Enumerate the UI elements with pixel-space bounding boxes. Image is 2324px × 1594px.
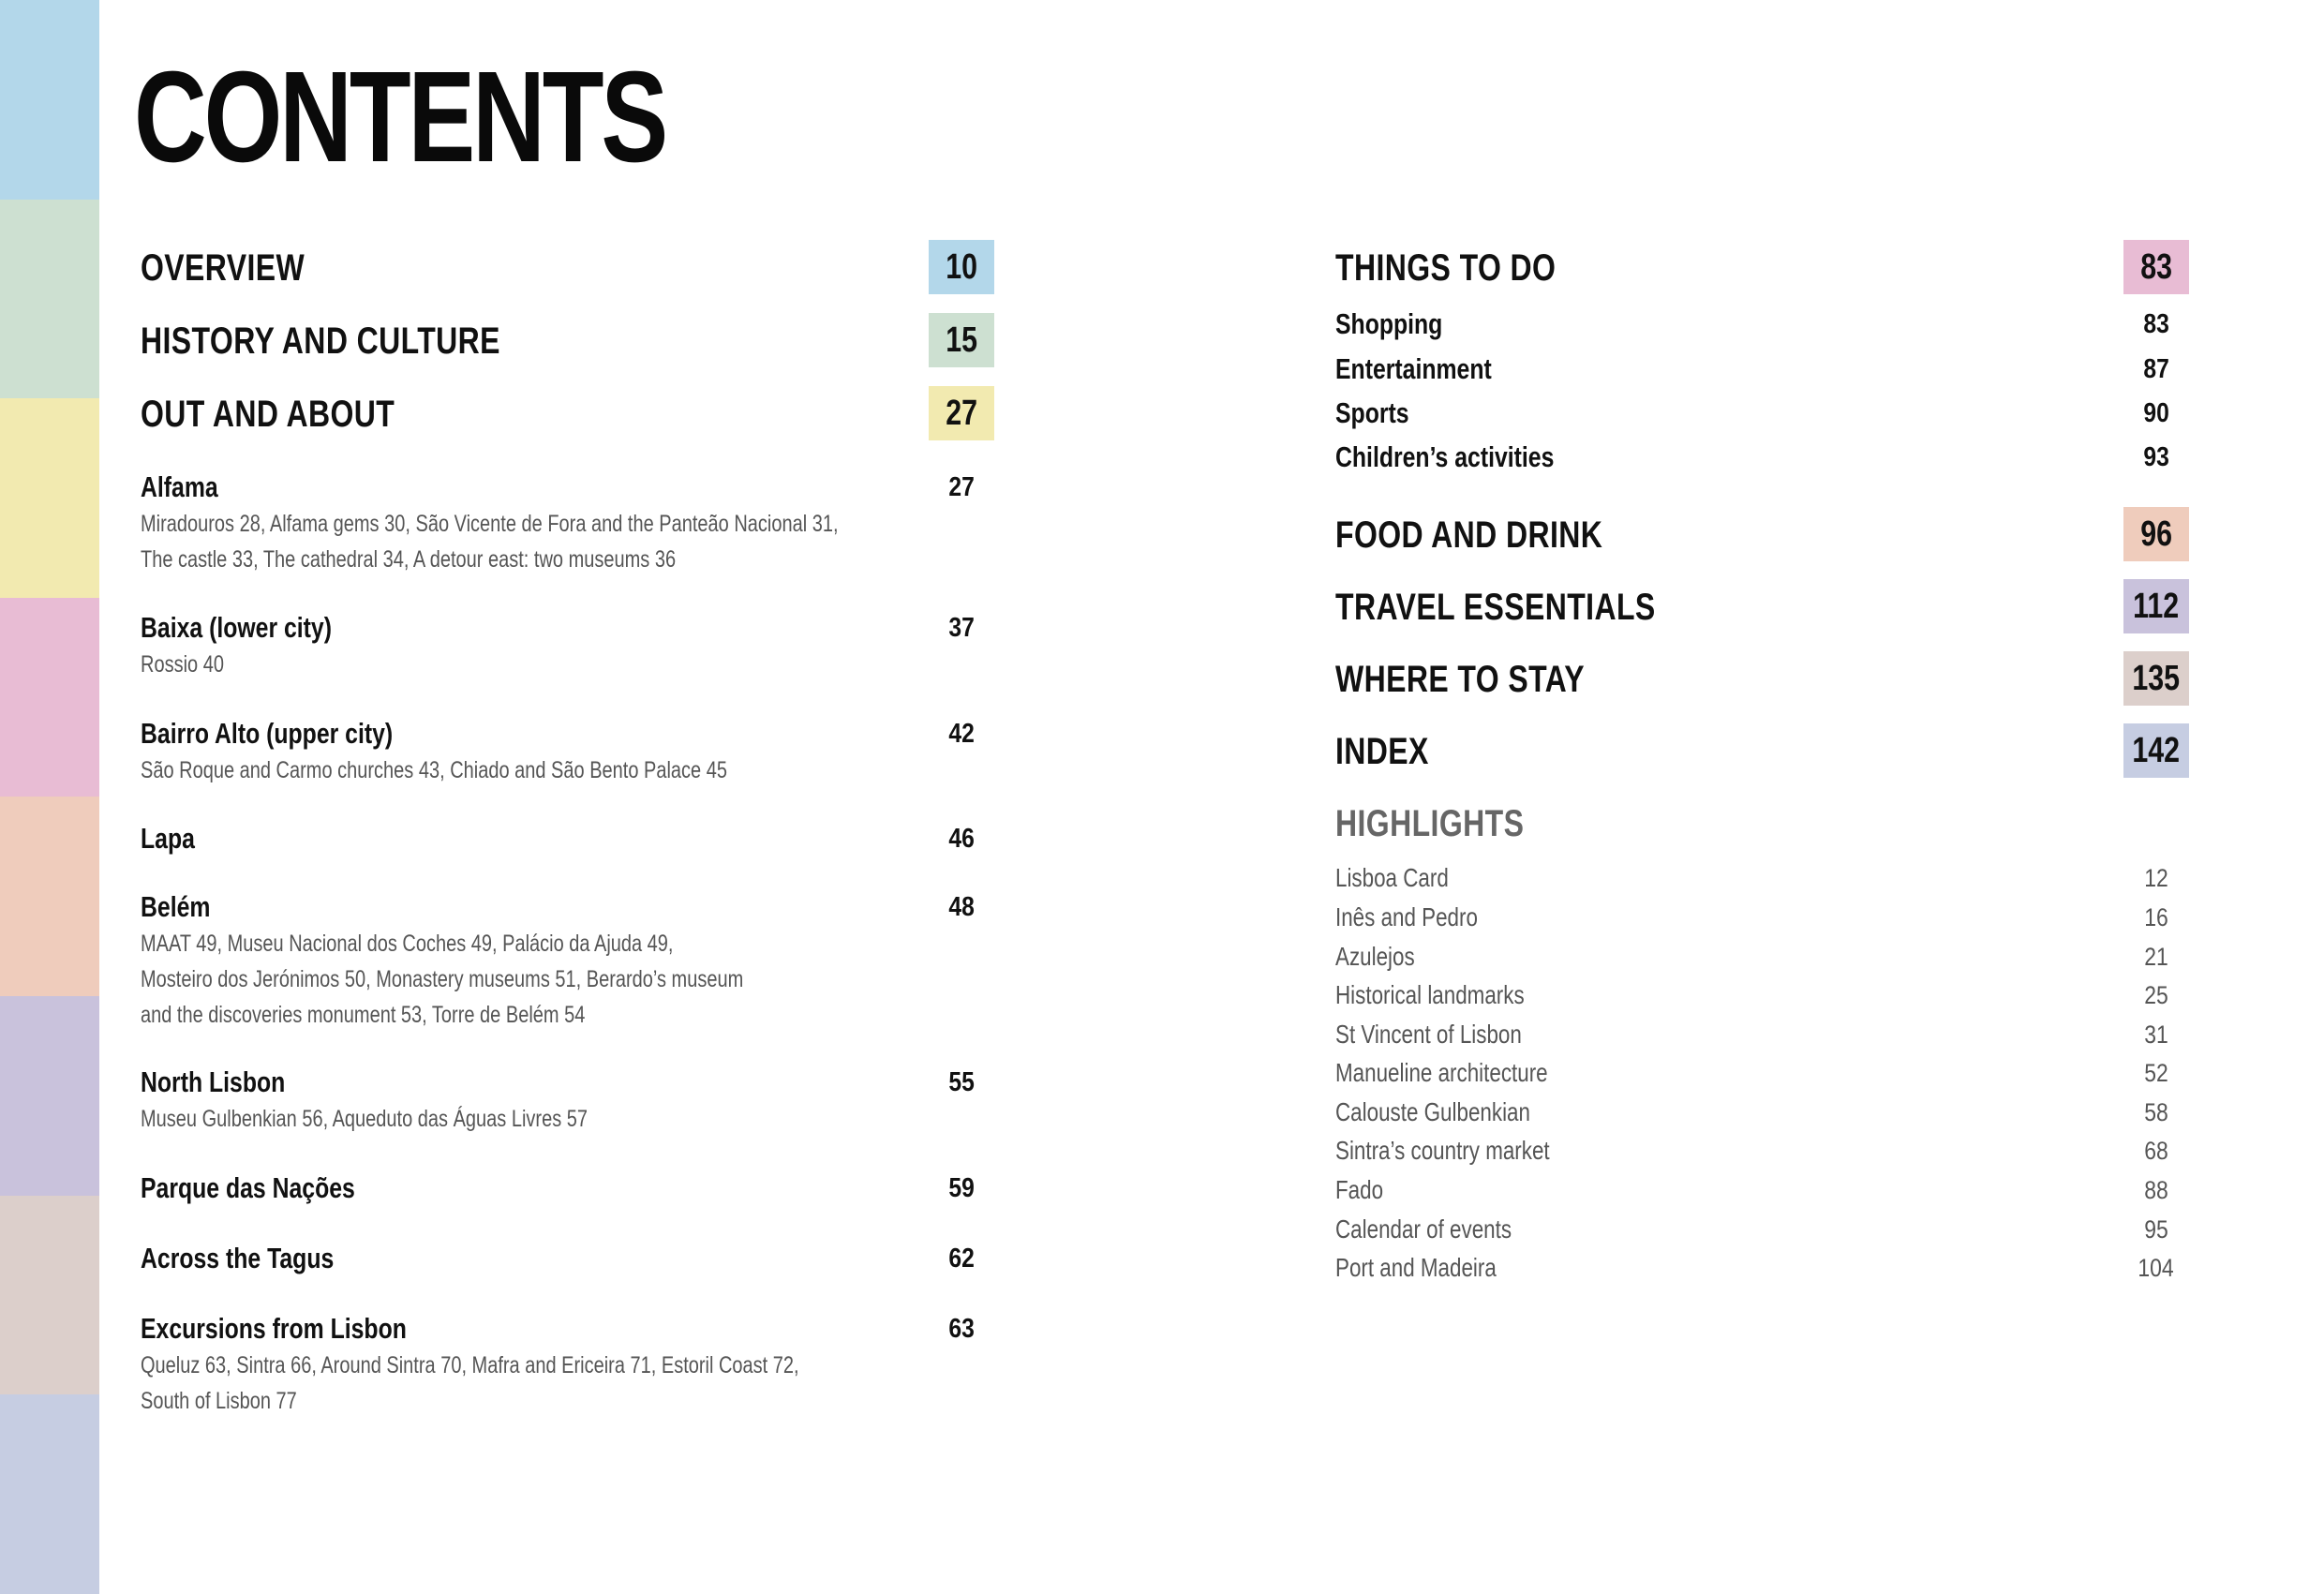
page-number: 96 [2140,514,2172,554]
highlight-page [2123,1132,2189,1174]
entry-title: Parque das Nações [141,1171,355,1204]
entry-page [929,607,994,653]
page-number: 59 [948,1173,975,1203]
strip-swatch [0,0,99,200]
page-number: 46 [948,824,975,854]
page-number: 27 [948,472,975,502]
entry-page [929,886,994,932]
description-line: Museu Gulbenkian 56, Aqueduto das Águas Livres 57 [141,1106,588,1132]
entry-page [2123,437,2189,483]
description-line: and the discoveries monument 53, Torre de Belém 54 [141,1002,586,1028]
highlights-title [1335,797,1572,850]
entry-description [141,1101,699,1140]
strip-swatch [0,1196,99,1395]
page-number: 87 [2143,354,2169,384]
page-number: 112 [2133,586,2180,626]
page-number: 12 [2144,864,2168,892]
highlight-label: Calouste Gulbenkian [1335,1097,1530,1126]
toc-entry-baixa[interactable] [141,607,380,648]
page-number: 63 [948,1314,975,1344]
page-number: 16 [2144,903,2168,931]
strip-swatch [0,200,99,399]
page-number: 135 [2132,658,2181,698]
page-number: 27 [946,393,977,433]
toc-section-overview[interactable] [141,242,346,294]
page-number: 25 [2144,981,2168,1009]
highlight-label: Calendar of events [1335,1214,1512,1244]
page-number: 83 [2140,246,2172,287]
highlight-page [2123,1171,2189,1214]
highlight-label: St Vincent of Lisbon [1335,1020,1522,1049]
entry-description [141,506,1013,545]
page-title: CONTENTS [134,45,666,189]
entry-description [141,1383,336,1423]
highlight-item[interactable] [1335,938,1435,980]
entry-description [141,1348,963,1387]
toc-section-out-and-about[interactable] [141,388,458,440]
toc-entry-bairro-alto[interactable] [141,713,455,754]
entry-title: North Lisbon [141,1065,286,1098]
entry-title: Alfama [141,470,218,503]
page-number: 95 [2144,1215,2168,1244]
highlight-label: Manueline architecture [1335,1058,1548,1087]
toc-entry-parque-das-nacoes[interactable] [141,1168,409,1209]
entry-title: Children’s activities [1335,440,1555,473]
highlight-label: Historical landmarks [1335,980,1525,1009]
page-number: 10 [946,246,977,287]
highlight-label: Sintra’s country market [1335,1136,1550,1165]
entry-page [929,1062,994,1108]
section-title: FOOD AND DRINK [1335,514,1603,556]
section-title: OUT AND ABOUT [141,394,395,435]
page-number: 52 [2144,1059,2168,1087]
highlight-label: Azulejos [1335,942,1415,971]
strip-swatch [0,797,99,996]
highlight-page [2123,976,2189,1019]
entry-description [141,647,245,686]
toc-entry-across-the-tagus[interactable] [141,1238,382,1279]
highlight-item[interactable] [1335,1016,1569,1058]
strip-swatch [0,1394,99,1594]
description-line: Queluz 63, Sintra 66, Around Sintra 70, Mafra and Ericeira 71, Estoril Coast 72, [141,1352,799,1378]
entry-description [141,542,810,581]
entry-description [141,926,807,965]
highlight-item[interactable] [1335,1249,1537,1291]
highlight-label: Inês and Pedro [1335,902,1478,931]
entry-title: Lapa [141,822,195,855]
entry-title: Sports [1335,396,1409,429]
page-number: 90 [2143,398,2169,428]
entry-page [929,713,994,759]
highlight-page [2123,1211,2189,1253]
highlight-label: Port and Madeira [1335,1253,1497,1282]
entry-title: Shopping [1335,307,1443,340]
highlight-page [2123,938,2189,980]
section-title: TRAVEL ESSENTIALS [1335,587,1656,628]
highlight-item[interactable] [1335,899,1513,941]
entry-page [2123,349,2189,395]
entry-title: Baixa (lower city) [141,611,332,644]
entry-title: Entertainment [1335,352,1492,385]
entry-description [141,752,873,792]
entry-title: Belém [141,890,211,923]
highlight-page [2123,1249,2189,1291]
page-number: 142 [2132,730,2181,770]
description-line: The castle 33, The cathedral 34, A detour east: two museums 36 [141,546,677,573]
toc-entry-north-lisbon[interactable] [141,1062,321,1103]
toc-entry-childrens-activities[interactable] [1335,437,1609,478]
section-title: THINGS TO DO [1335,247,1557,289]
toc-section-index[interactable] [1335,725,1452,778]
entry-description [141,961,894,1001]
highlight-item[interactable] [1335,1171,1395,1214]
entry-title: Excursions from Lisbon [141,1312,407,1345]
page-number: 15 [946,320,977,360]
highlight-page [2123,899,2189,941]
highlight-item[interactable] [1335,1094,1579,1136]
page-number: 31 [2144,1020,2168,1049]
toc-entry-alfama[interactable] [141,467,237,508]
section-title: HIGHLIGHTS [1335,803,1525,844]
highlight-item[interactable] [1335,1132,1603,1174]
description-line: Rossio 40 [141,651,224,678]
toc-section-travel-essentials[interactable] [1335,581,1736,633]
highlight-label: Fado [1335,1175,1384,1204]
toc-entry-lapa[interactable] [141,818,208,859]
entry-description [141,997,696,1036]
highlight-page [2123,1054,2189,1096]
highlight-page [2123,1016,2189,1058]
entry-title: Bairro Alto (upper city) [141,717,394,750]
section-title: HISTORY AND CULTURE [141,320,500,362]
page-number-box[interactable] [2123,651,2189,706]
strip-swatch [0,598,99,797]
toc-entry-sports[interactable] [1335,393,1427,434]
toc-entry-excursions[interactable] [141,1308,473,1349]
section-title: WHERE TO STAY [1335,659,1585,700]
entry-page [929,1238,994,1284]
page-number: 93 [2143,442,2169,472]
page-number: 88 [2144,1176,2168,1204]
description-line: Miradouros 28, Alfama gems 30, São Vicente de Fora and the Panteão Nacional 31, [141,511,839,537]
entry-page [2123,393,2189,439]
toc-section-things-to-do[interactable] [1335,242,1611,294]
toc-section-where-to-stay[interactable] [1335,653,1646,706]
highlight-label: Lisboa Card [1335,863,1449,892]
description-line: São Roque and Carmo churches 43, Chiado and São Bento Palace 45 [141,757,727,783]
description-line: MAAT 49, Museu Nacional dos Coches 49, Palácio da Ajuda 49, [141,931,674,957]
toc-entry-belem[interactable] [141,886,228,928]
page-number-box[interactable] [929,386,994,440]
description-line: South of Lisbon 77 [141,1388,297,1414]
page-number-box[interactable] [2123,507,2189,561]
highlight-item[interactable] [1335,1211,1556,1253]
page-number-box[interactable] [2123,240,2189,294]
page-number: 58 [2144,1098,2168,1126]
section-title: INDEX [1335,731,1429,772]
page-number-box[interactable] [929,313,994,367]
toc-entry-shopping[interactable] [1335,304,1469,345]
highlight-item[interactable] [1335,1054,1601,1096]
section-title: OVERVIEW [141,247,305,289]
page-number: 83 [2143,309,2169,339]
page-number: 68 [2144,1137,2168,1165]
highlight-page [2123,859,2189,901]
page-number: 62 [948,1244,975,1274]
page-number-box[interactable] [929,240,994,294]
page-number: 21 [2144,943,2168,971]
entry-title: Across the Tagus [141,1242,335,1274]
page-number-box[interactable] [2123,579,2189,633]
description-line: Mosteiro dos Jerónimos 50, Monastery museums 51, Berardo’s museum [141,966,744,992]
highlight-page [2123,1094,2189,1136]
page-number: 37 [948,613,975,643]
strip-swatch [0,398,99,598]
page-number: 48 [948,892,975,922]
page-number: 55 [948,1067,975,1097]
highlight-item[interactable] [1335,859,1477,901]
entry-page [929,1168,994,1214]
entry-page [2123,304,2189,350]
color-strip [0,0,99,1594]
toc-entry-entertainment[interactable] [1335,349,1530,390]
highlight-item[interactable] [1335,976,1572,1019]
entry-page [929,818,994,864]
page-number-box[interactable] [2123,723,2189,778]
toc-section-food-and-drink[interactable] [1335,509,1670,561]
page-number: 104 [2138,1254,2175,1282]
toc-section-history[interactable] [141,315,590,367]
page-number: 42 [948,719,975,749]
strip-swatch [0,996,99,1196]
